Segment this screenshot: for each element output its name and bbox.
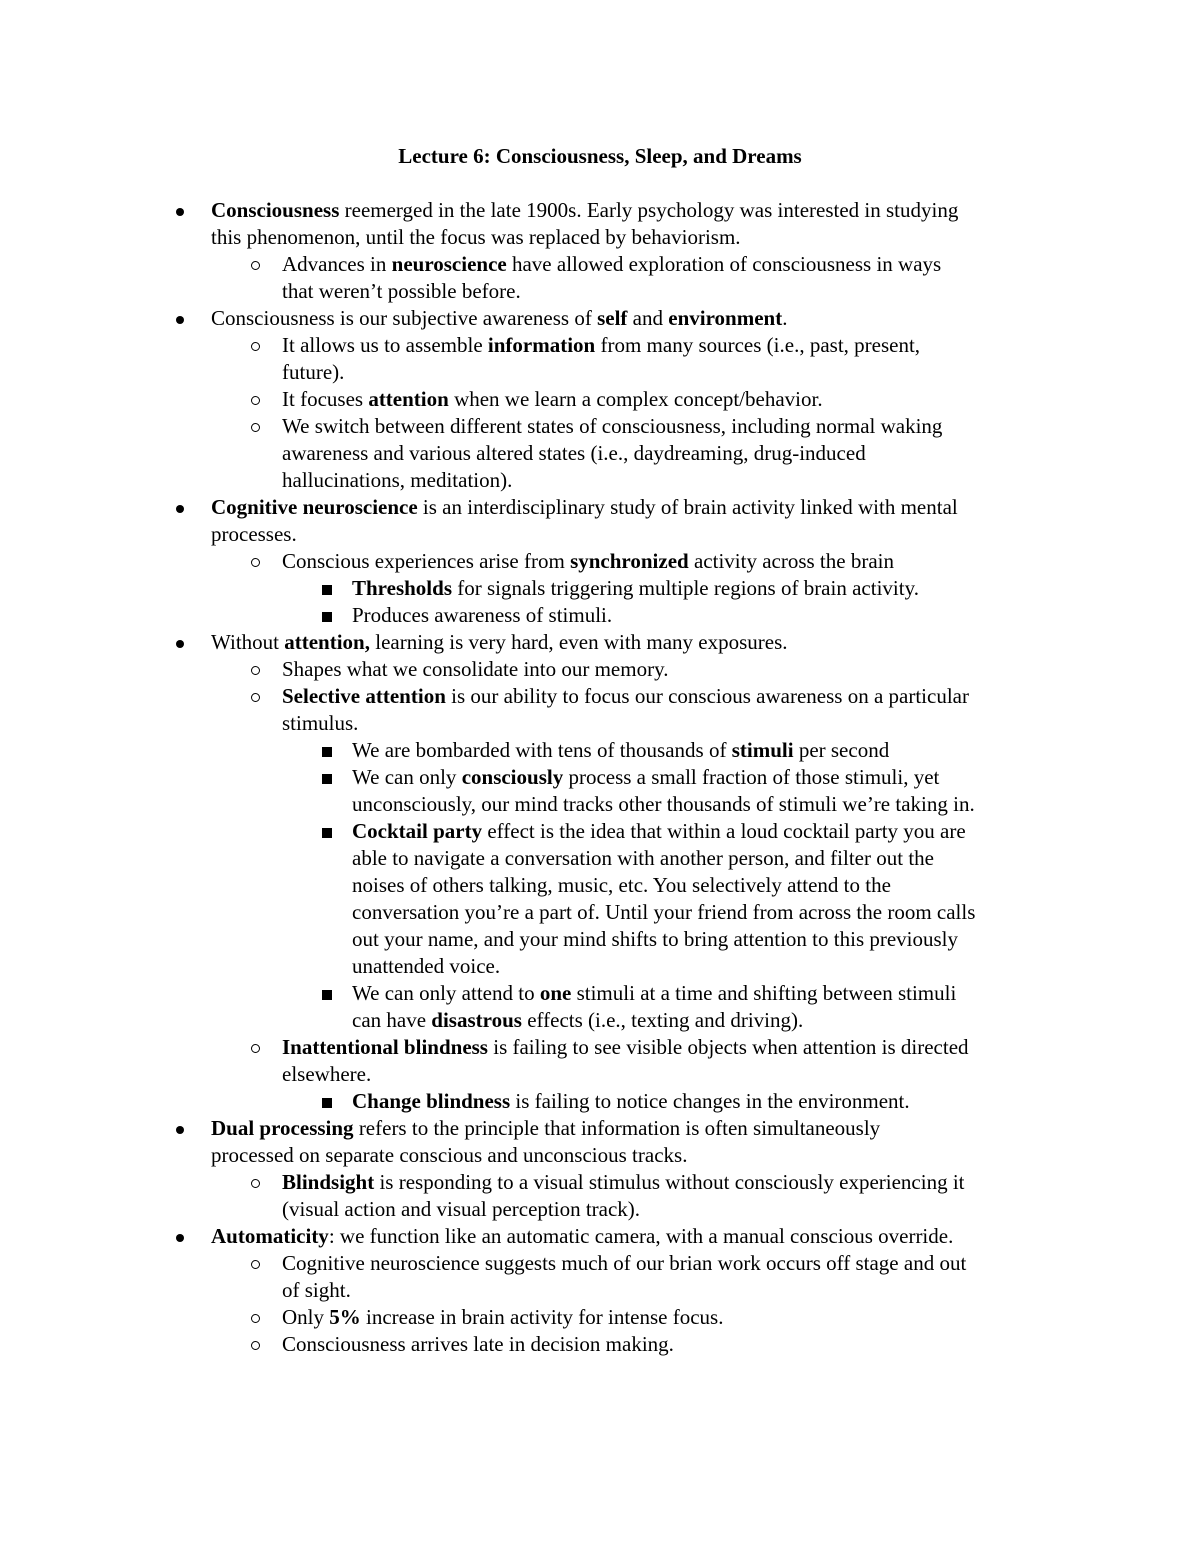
note-line xyxy=(282,278,521,305)
line-text: process a small fraction of those stimuli, yet xyxy=(563,765,940,789)
line-text: able to navigate a conversation with another person, and filter out the xyxy=(352,846,934,870)
bold-term: Blindsight xyxy=(282,1170,375,1194)
line-text: is an interdisciplinary study of brain activity linked with mental xyxy=(417,495,958,519)
line-text: refers to the principle that information is often simultaneously xyxy=(353,1116,881,1140)
page-title: Lecture 6: Consciousness, Sleep, and Dreams xyxy=(398,144,802,168)
note-line xyxy=(282,710,358,737)
filled-circle-bullet-icon xyxy=(176,505,184,513)
line-text: . xyxy=(782,306,788,330)
note-line xyxy=(282,1250,966,1277)
note-line xyxy=(282,251,941,278)
hollow-circle-bullet-icon xyxy=(251,666,260,675)
filled-square-bullet-icon xyxy=(322,612,332,622)
note-line xyxy=(282,386,823,413)
bold-term: disastrous xyxy=(431,1008,522,1032)
line-text: reemerged in the late 1900s. Early psychology was interested in studying xyxy=(339,198,959,222)
line-text: We can only xyxy=(352,765,462,789)
note-line xyxy=(282,1196,640,1223)
note-line xyxy=(352,872,891,899)
note-line xyxy=(282,1061,371,1088)
note-line xyxy=(282,1169,965,1196)
filled-circle-bullet-icon xyxy=(176,316,184,324)
line-text: Only xyxy=(282,1305,330,1329)
note-line xyxy=(282,1034,969,1061)
line-text: for signals triggering multiple regions of brain activity. xyxy=(452,576,919,600)
line-text: Without xyxy=(211,630,285,654)
bold-term: environment xyxy=(668,306,783,330)
line-text: hallucinations, meditation). xyxy=(282,468,513,492)
bold-term: Thresholds xyxy=(352,576,452,600)
line-text: Consciousness is our subjective awareness of xyxy=(211,306,598,330)
line-text: Conscious experiences arise from xyxy=(282,549,571,573)
note-line xyxy=(282,656,668,683)
note-line xyxy=(211,1142,687,1169)
note-line xyxy=(282,1277,351,1304)
bold-term: consciously xyxy=(461,765,564,789)
bold-term: Automaticity xyxy=(211,1224,329,1248)
line-text: that weren’t possible before. xyxy=(282,279,521,303)
note-line xyxy=(352,737,889,764)
note-line xyxy=(352,575,919,602)
line-text: effect is the idea that within a loud cocktail party you are xyxy=(482,819,966,843)
line-text: Advances in xyxy=(282,252,392,276)
note-line xyxy=(352,764,939,791)
line-text: per second xyxy=(793,738,890,762)
hollow-circle-bullet-icon xyxy=(251,1314,260,1323)
note-line xyxy=(282,440,866,467)
line-text: : we function like an automatic camera, with a manual conscious override. xyxy=(328,1224,954,1248)
line-text: elsewhere. xyxy=(282,1062,372,1086)
hollow-circle-bullet-icon xyxy=(251,1260,260,1269)
line-text: processes. xyxy=(211,522,297,546)
bold-term: stimuli xyxy=(731,738,794,762)
filled-square-bullet-icon xyxy=(322,828,332,838)
filled-square-bullet-icon xyxy=(322,747,332,757)
line-text: unconsciously, our mind tracks other thousands of stimuli we’re taking in. xyxy=(352,792,975,816)
filled-circle-bullet-icon xyxy=(176,1126,184,1134)
note-line xyxy=(211,197,958,224)
bold-term: neuroscience xyxy=(391,252,507,276)
hollow-circle-bullet-icon xyxy=(251,261,260,270)
line-text: (visual action and visual perception track). xyxy=(282,1197,641,1221)
bold-term: Consciousness xyxy=(211,198,340,222)
note-line xyxy=(211,629,788,656)
line-text: learning is very hard, even with many exposures. xyxy=(369,630,788,654)
bold-term: self xyxy=(597,306,628,330)
bold-term: Change blindness xyxy=(352,1089,511,1113)
line-text: have allowed exploration of consciousness in ways xyxy=(506,252,942,276)
filled-square-bullet-icon xyxy=(322,1098,332,1108)
hollow-circle-bullet-icon xyxy=(251,1044,260,1053)
note-line xyxy=(352,926,958,953)
line-text: Cognitive neuroscience suggests much of our brian work occurs off stage and out xyxy=(282,1251,967,1275)
note-line xyxy=(352,818,966,845)
line-text: can have xyxy=(352,1008,432,1032)
hollow-circle-bullet-icon xyxy=(251,1179,260,1188)
note-line xyxy=(211,224,741,251)
line-text: stimulus. xyxy=(282,711,359,735)
filled-circle-bullet-icon xyxy=(176,1234,184,1242)
filled-circle-bullet-icon xyxy=(176,640,184,648)
note-line xyxy=(282,1304,723,1331)
line-text: is failing to see visible objects when attention is directed xyxy=(487,1035,969,1059)
note-line xyxy=(352,899,975,926)
line-text: It focuses xyxy=(282,387,369,411)
hollow-circle-bullet-icon xyxy=(251,342,260,351)
hollow-circle-bullet-icon xyxy=(251,558,260,567)
note-line xyxy=(282,359,344,386)
filled-square-bullet-icon xyxy=(322,585,332,595)
line-text: from many sources (i.e., past, present, xyxy=(595,333,921,357)
bold-term: one xyxy=(539,981,572,1005)
note-line xyxy=(211,521,297,548)
bold-term: information xyxy=(487,333,596,357)
line-text: Shapes what we consolidate into our memory. xyxy=(282,657,669,681)
note-line xyxy=(352,791,975,818)
filled-square-bullet-icon xyxy=(322,990,332,1000)
line-text: awareness and various altered states (i.e., daydreaming, drug-induced xyxy=(282,441,866,465)
bold-term: Dual processing xyxy=(211,1116,354,1140)
line-text: out your name, and your mind shifts to bring attention to this previously xyxy=(352,927,959,951)
line-text: is failing to notice changes in the environment. xyxy=(510,1089,910,1113)
note-line xyxy=(211,1223,953,1250)
note-line xyxy=(211,305,787,332)
hollow-circle-bullet-icon xyxy=(251,423,260,432)
note-line xyxy=(352,845,934,872)
note-line xyxy=(352,980,956,1007)
line-text: is our ability to focus our conscious awareness on a particular xyxy=(445,684,969,708)
filled-square-bullet-icon xyxy=(322,774,332,784)
hollow-circle-bullet-icon xyxy=(251,693,260,702)
bold-term: synchronized xyxy=(570,549,689,573)
bold-term: attention xyxy=(368,387,449,411)
line-text: activity across the brain xyxy=(688,549,894,573)
hollow-circle-bullet-icon xyxy=(251,396,260,405)
bold-term: Inattentional blindness xyxy=(282,1035,488,1059)
line-text: of sight. xyxy=(282,1278,351,1302)
note-line xyxy=(282,1331,674,1358)
line-text: noises of others talking, music, etc. You selectively attend to the xyxy=(352,873,891,897)
line-text: this phenomenon, until the focus was replaced by behaviorism. xyxy=(211,225,741,249)
note-line xyxy=(282,683,969,710)
line-text: We switch between different states of consciousness, including normal waking xyxy=(282,414,943,438)
line-text: processed on separate conscious and unconscious tracks. xyxy=(211,1143,688,1167)
line-text: is responding to a visual stimulus without consciously experiencing it xyxy=(374,1170,965,1194)
line-text: Consciousness arrives late in decision making. xyxy=(282,1332,674,1356)
line-text: and xyxy=(627,306,669,330)
line-text: It allows us to assemble xyxy=(282,333,488,357)
hollow-circle-bullet-icon xyxy=(251,1341,260,1350)
note-line xyxy=(352,1007,803,1034)
note-line xyxy=(282,332,920,359)
line-text: increase in brain activity for intense focus. xyxy=(360,1305,724,1329)
line-text: when we learn a complex concept/behavior. xyxy=(448,387,823,411)
line-text: We can only attend to xyxy=(352,981,540,1005)
filled-circle-bullet-icon xyxy=(176,208,184,216)
bold-term: 5% xyxy=(329,1305,361,1329)
note-line xyxy=(352,1088,910,1115)
bold-term: attention, xyxy=(284,630,370,654)
line-text: Produces awareness of stimuli. xyxy=(352,603,613,627)
line-text: We are bombarded with tens of thousands of xyxy=(352,738,732,762)
note-line xyxy=(282,548,894,575)
line-text: effects (i.e., texting and driving). xyxy=(521,1008,804,1032)
note-line xyxy=(352,953,500,980)
note-line xyxy=(211,1115,880,1142)
note-line xyxy=(282,413,942,440)
line-text: future). xyxy=(282,360,345,384)
note-line xyxy=(282,467,512,494)
line-text: unattended voice. xyxy=(352,954,501,978)
line-text: conversation you’re a part of. Until your friend from across the room calls xyxy=(352,900,976,924)
bold-term: Cognitive neuroscience xyxy=(211,495,418,519)
bold-term: Cocktail party xyxy=(352,819,483,843)
line-text: stimuli at a time and shifting between stimuli xyxy=(571,981,957,1005)
note-line xyxy=(352,602,612,629)
note-line xyxy=(211,494,958,521)
bold-term: Selective attention xyxy=(282,684,446,708)
